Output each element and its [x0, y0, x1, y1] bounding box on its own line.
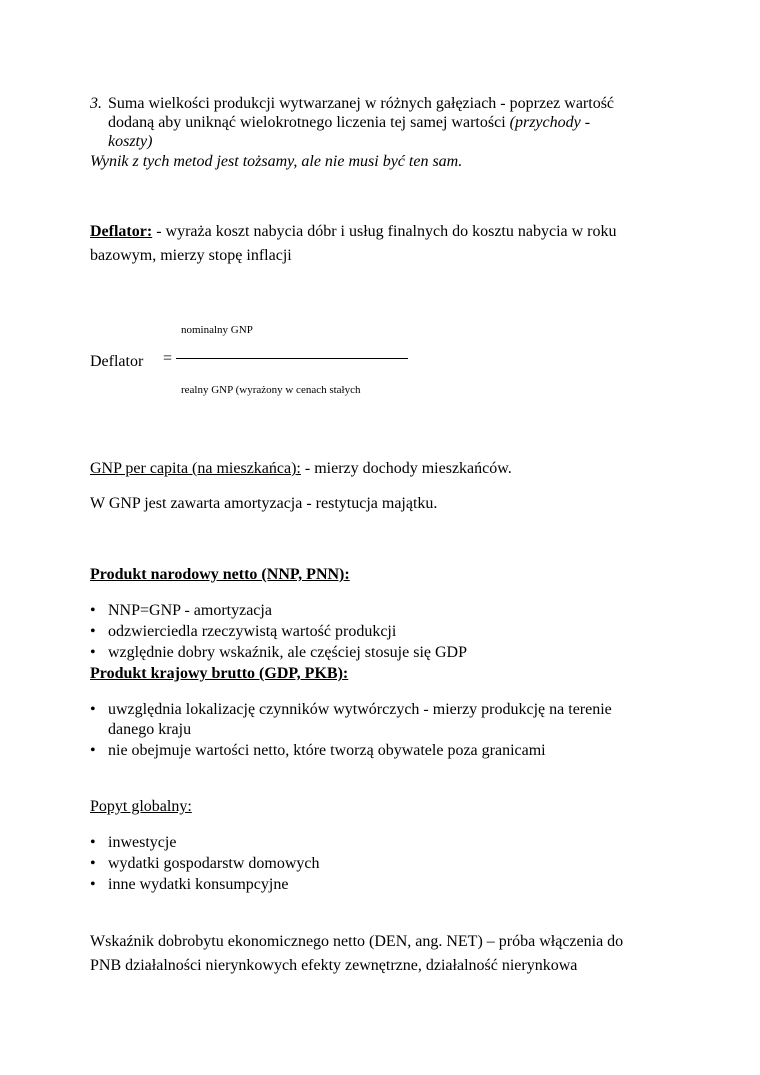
bullet-icon: •	[90, 876, 96, 893]
list-item	[90, 600, 467, 621]
formula-numerator: nominalny GNP	[181, 324, 253, 336]
gnp-per-capita-def: - mierzy dochody mieszkańców.	[300, 460, 512, 477]
gdp-list	[90, 700, 612, 761]
formula-label: Deflator	[90, 353, 144, 370]
deflator-term: Deflator:	[90, 223, 153, 240]
list-item-text: inne wydatki konsumpcyjne	[108, 876, 289, 893]
deflator-definition-line2: bazowym, mierzy stopę inflacji	[90, 247, 292, 264]
list-item-text: NNP=GNP - amortyzacja	[108, 602, 272, 619]
bullet-icon: •	[90, 742, 96, 759]
bullet-icon: •	[90, 855, 96, 872]
demand-list	[90, 832, 320, 895]
list-item	[90, 874, 320, 895]
methods-note: Wynik z tych metod jest tożsamy, ale nie musi być ten sam.	[90, 153, 463, 170]
list-item-text: wydatki gospodarstw domowych	[108, 855, 320, 872]
list-item-text: odzwierciedla rzeczywistą wartość produkcji	[108, 623, 397, 640]
section3-line2	[108, 113, 590, 132]
section3-line2-text: dodaną aby uniknąć wielokrotnego liczenia tej samej wartości	[108, 114, 510, 131]
list-item-text: względnie dobry wskaźnik, ale częściej stosuje się GDP	[108, 644, 468, 661]
bullet-icon: •	[90, 701, 96, 718]
list-item	[90, 853, 320, 874]
list-item	[90, 740, 612, 761]
demand-heading: Popyt globalny:	[90, 798, 192, 815]
bullet-icon: •	[90, 834, 96, 851]
list-item-text: nie obejmuje wartości netto, które tworzą obywatele poza granicami	[108, 742, 546, 759]
gnp-per-capita-line	[90, 459, 512, 478]
nnp-heading: Produkt narodowy netto (NNP, PNN):	[90, 566, 350, 583]
gdp-heading: Produkt krajowy brutto (GDP, PKB):	[90, 665, 349, 682]
fraction-line	[176, 358, 408, 359]
list-item	[90, 621, 467, 642]
gnp-per-capita-term: GNP per capita (na mieszkańca):	[90, 460, 301, 477]
deflator-definition-line1	[90, 222, 617, 241]
section3-line1: Suma wielkości produkcji wytwarzanej w różnych gałęziach - poprzez wartość	[108, 95, 615, 112]
net-line2: PNB działalności nierynkowych efekty zewnętrzne, działalność nierynkowa	[90, 957, 578, 974]
bullet-icon: •	[90, 623, 96, 640]
nnp-list	[90, 600, 467, 663]
formula-equals: =	[163, 350, 173, 367]
list-item-text-continued: danego kraju	[108, 721, 192, 738]
section3-line2-italic: (przychody -	[509, 114, 591, 131]
list-item-text: uwzględnia lokalizację czynników wytwórczych - mierzy produkcję na terenie	[108, 701, 612, 718]
list-item	[90, 832, 320, 853]
list-item	[90, 642, 467, 663]
list-item-text: inwestycje	[108, 834, 177, 851]
list-number: 3.	[90, 95, 102, 112]
formula-denominator: realny GNP (wyrażony w cenach stałych	[181, 384, 361, 396]
net-line1: Wskaźnik dobrobytu ekonomicznego netto (DEN, ang. NET) – próba włączenia do	[90, 933, 624, 950]
bullet-icon: •	[90, 602, 96, 619]
list-item	[90, 700, 612, 740]
deflator-def-text: - wyraża koszt nabycia dóbr i usług finalnych do kosztu nabycia w roku	[152, 223, 617, 240]
bullet-icon: •	[90, 644, 96, 661]
section3-line3: koszty)	[108, 133, 153, 150]
amortization-note: W GNP jest zawarta amortyzacja - restytucja majątku.	[90, 495, 438, 512]
